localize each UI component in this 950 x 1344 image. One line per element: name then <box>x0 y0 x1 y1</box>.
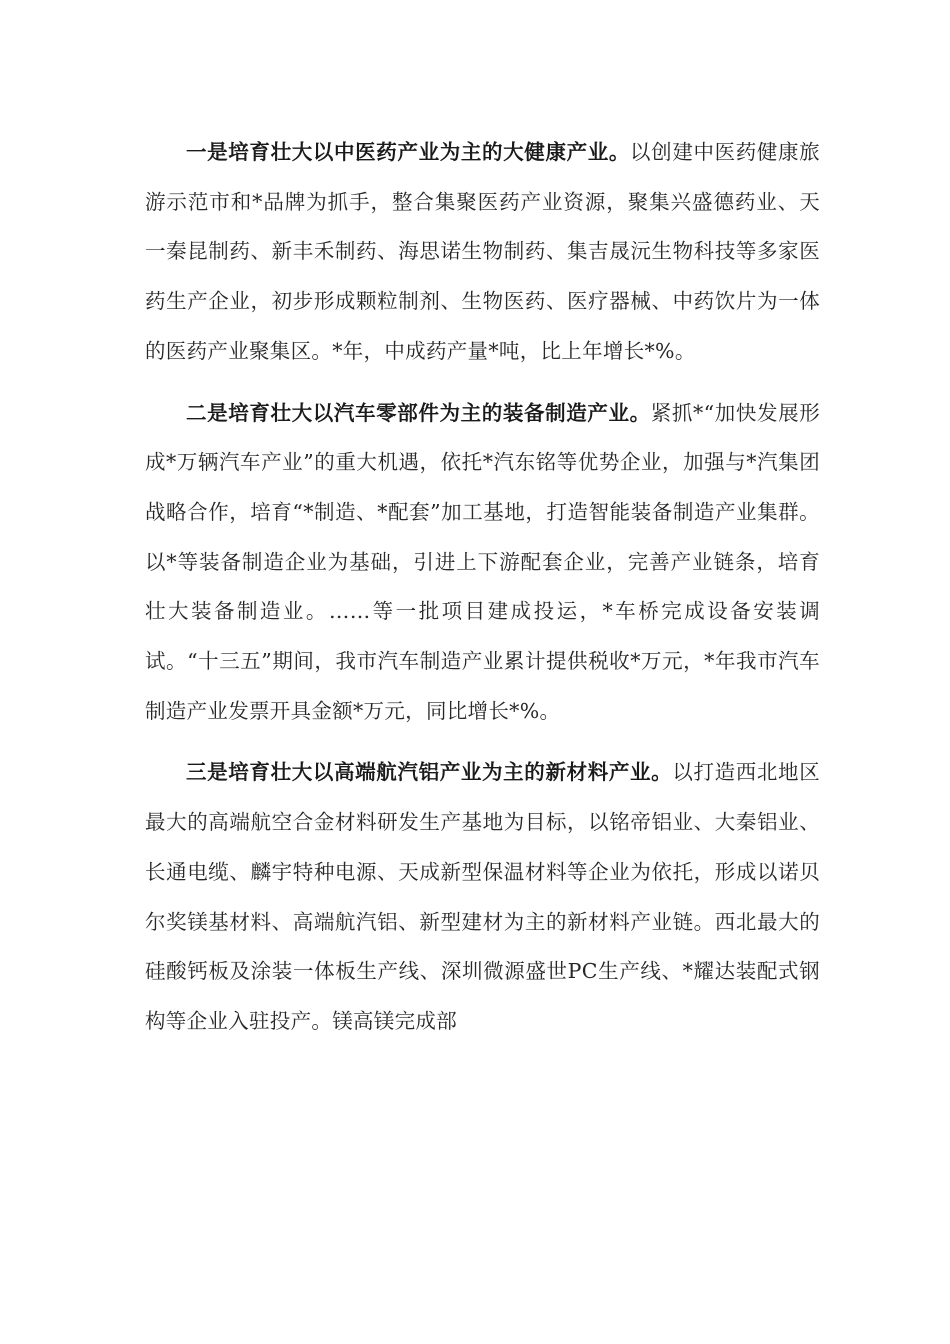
paragraph-health-industry <box>145 128 820 377</box>
paragraph-heading: 二是培育壮大以汽车零部件为主的装备制造产业。 <box>186 400 651 425</box>
paragraph-text: 以打造西北地区最大的高端航空合金材料研发生产基地为目标，以铭帝铝业、大秦铝业、长通电缆、麟宇特种电源、天成新型保温材料等企业为依托，形成以诺贝尔奖镁基材料、高端航汽铝、新型建材为主的新材料产业链。西北最大的硅酸钙板及涂装一体板生产线、深圳微源盛世PC生产线、*耀达装配式钢构等企业入驻投产。镁高镁完成部 <box>145 760 820 1033</box>
paragraph-heading: 一是培育壮大以中医药产业为主的大健康产业。 <box>186 140 631 164</box>
paragraph-equipment-manufacturing <box>145 389 820 737</box>
paragraph-heading: 三是培育壮大以高端航汽铝产业为主的新材料产业。 <box>186 760 673 785</box>
paragraph-text: 紧抓*“加快发展形成*万辆汽车产业”的重大机遇，依托*汽东铭等优势企业，加强与*汽集团战略合作，培育“*制造、*配套”加工基地，打造智能装备制造产业集群。以*等装备制造企业为基础，引进上下游配套企业，完善产业链条，培育壮大装备制造业。……等一批项目建成投运，*车桥完成设备安装调试。“十三五”期间，我市汽车制造产业累计提供税收*万元，*年我市汽车制造产业发票开具金额*万元，同比增长*%。 <box>145 400 820 723</box>
document-body <box>145 128 820 1059</box>
paragraph-text: 以创建中医药健康旅游示范市和*品牌为抓手，整合集聚医药产业资源，聚集兴盛德药业、天一秦昆制药、新丰禾制药、海思诺生物制药、集吉晟沅生物科技等多家医药生产企业，初步形成颗粒制剂、生物医药、医疗器械、中药饮片为一体的医药产业聚集区。*年，中成药产量*吨，比上年增长*%。 <box>145 140 820 363</box>
paragraph-new-materials <box>145 748 820 1046</box>
